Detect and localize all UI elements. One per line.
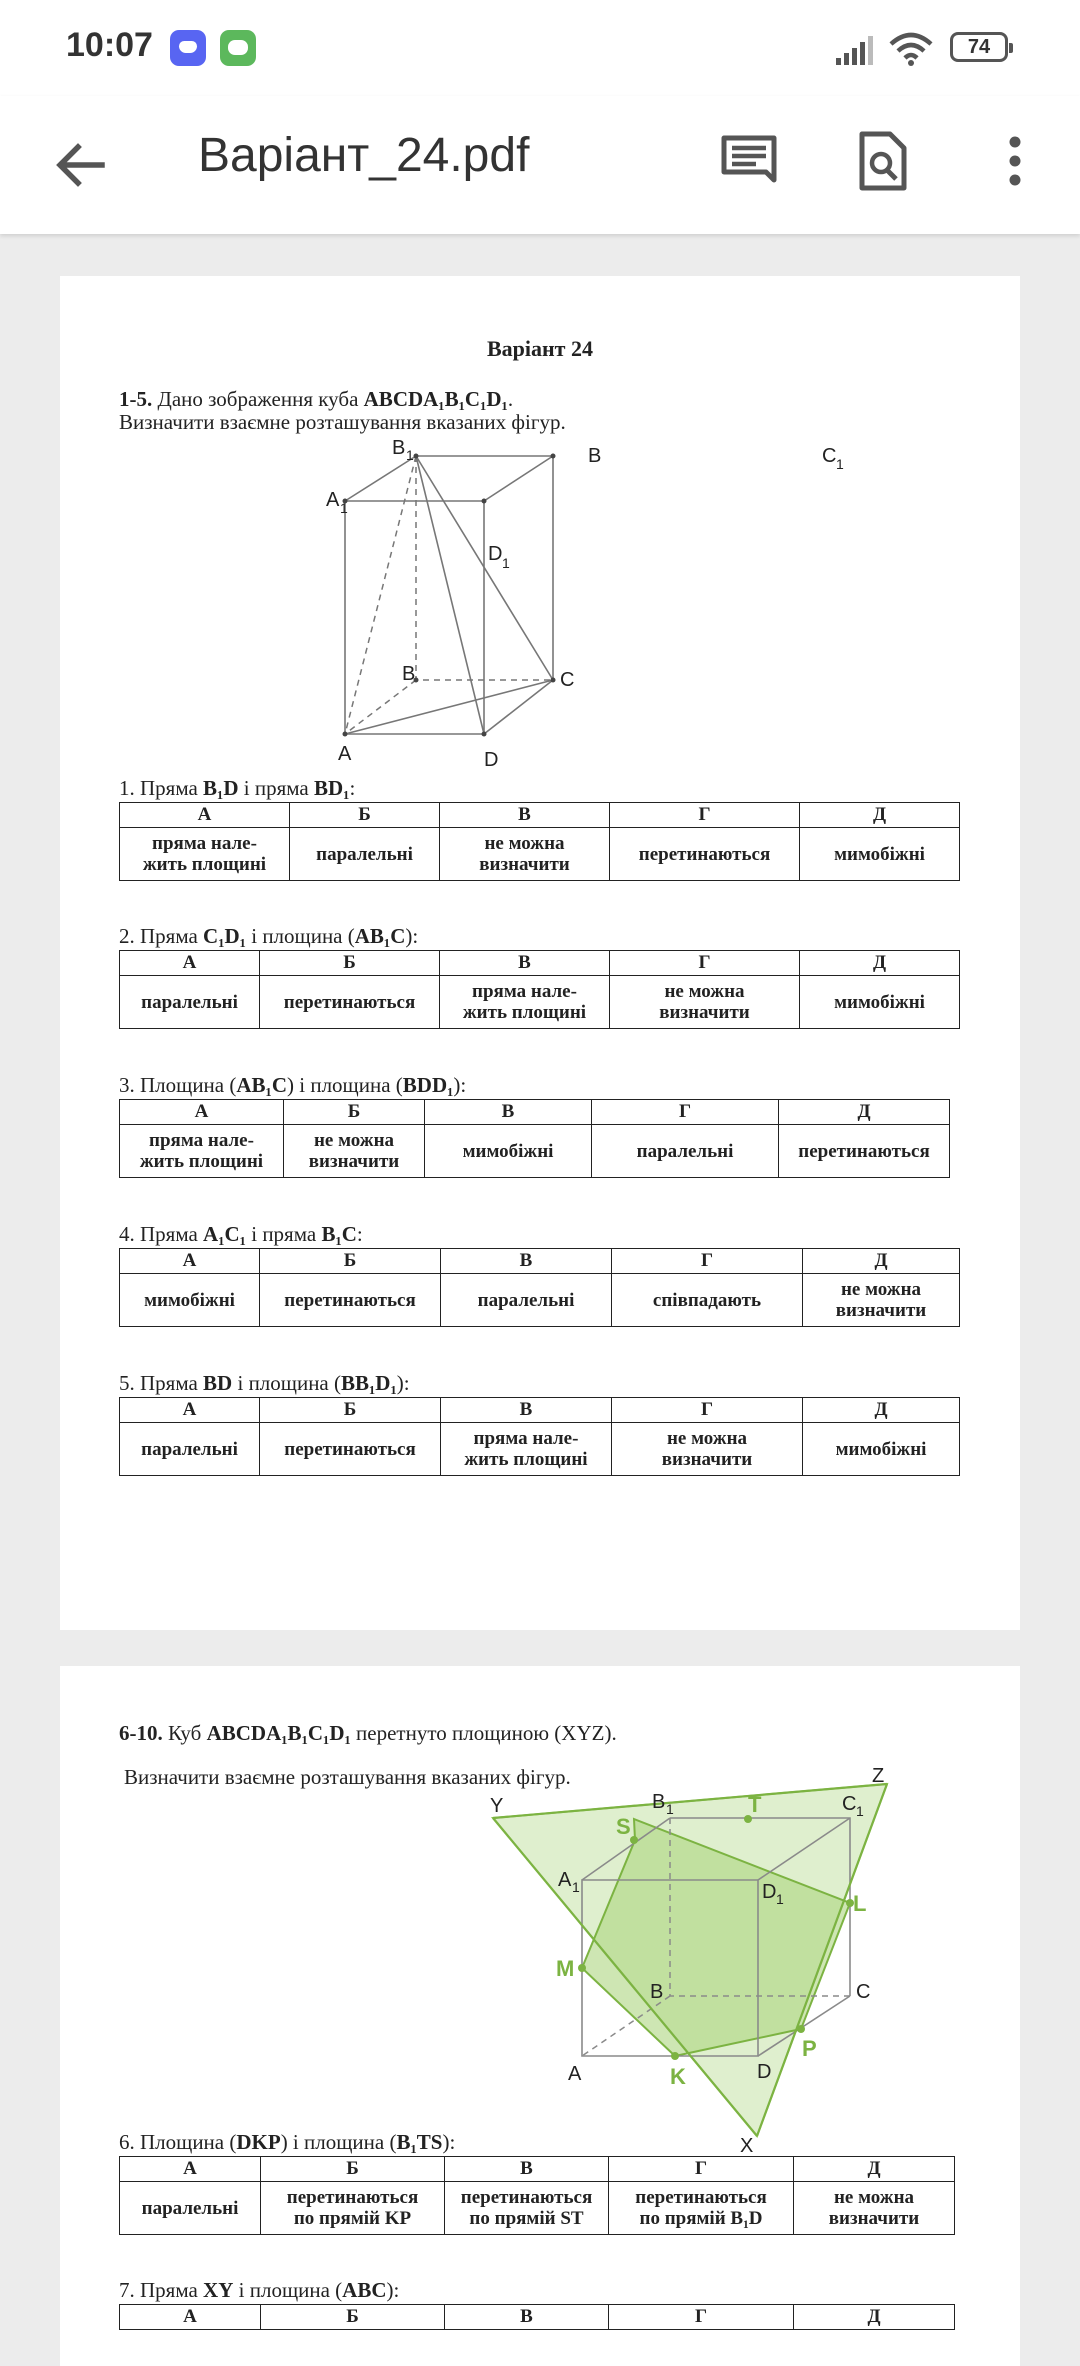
answer-table xyxy=(119,2304,955,2330)
answer-option-header: Д xyxy=(794,2157,955,2182)
answer-text-line: перетинаються xyxy=(284,1438,416,1460)
answer-option-cell[interactable] xyxy=(803,1423,960,1476)
question-title-part: і площина ( xyxy=(233,2278,343,2302)
discord-icon xyxy=(170,30,206,66)
answer-option-header: А xyxy=(120,803,290,828)
answer-option-header: В xyxy=(425,1100,592,1125)
question-title-part: ): xyxy=(386,2278,400,2302)
label-vertex-b: B xyxy=(402,663,416,685)
label-c1-fig: C xyxy=(842,1793,857,1815)
answer-option-header: Б xyxy=(284,1100,425,1125)
answer-option-cell[interactable] xyxy=(260,1423,441,1476)
answer-text-line: не можна xyxy=(313,1130,395,1151)
answer-option-cell[interactable] xyxy=(800,828,960,881)
intro-end: . xyxy=(507,387,514,411)
variant-title: Варіант 24 xyxy=(486,336,593,361)
question-title-part: 1. Пряма xyxy=(119,776,204,800)
label-t: T xyxy=(748,1792,762,1817)
answer-option-cell[interactable] xyxy=(794,2182,955,2235)
question-title-part: ) і площина ( xyxy=(280,2130,397,2154)
answer-option-header: Д xyxy=(800,951,960,976)
answer-text-line: не можна xyxy=(840,1279,922,1300)
label-vertex-d: D xyxy=(484,749,499,771)
answer-text-line: по прямій KP xyxy=(293,2208,412,2229)
answer-option-cell[interactable] xyxy=(592,1125,779,1178)
answer-table xyxy=(119,802,960,881)
question-title-part: ABC xyxy=(342,2278,387,2302)
arrow-back-icon[interactable] xyxy=(46,130,116,200)
answer-option-header: Г xyxy=(592,1100,779,1125)
answer-option-cell[interactable] xyxy=(120,976,260,1029)
question-title xyxy=(119,776,355,801)
answer-text-line: перетинаються xyxy=(284,1289,416,1311)
answer-option-header: А xyxy=(120,1100,284,1125)
answer-option-cell[interactable] xyxy=(610,976,800,1029)
answer-option-header: В xyxy=(440,951,610,976)
answer-option-header: Г xyxy=(610,951,800,976)
question-title-part: 4. Пряма xyxy=(119,1222,204,1246)
question-title xyxy=(119,924,418,949)
label-a1-fig-sub: 1 xyxy=(572,1879,580,1895)
label-p: P xyxy=(802,2036,817,2061)
answer-option-cell[interactable] xyxy=(612,1274,803,1327)
label-b1-fig: B xyxy=(652,1791,666,1813)
answer-text-line: по прямій ST xyxy=(469,2208,584,2229)
answer-text-line: визначити xyxy=(661,1449,753,1470)
answer-option-cell[interactable] xyxy=(260,1274,441,1327)
answer-text-line: пряма нале- xyxy=(149,1130,254,1151)
label-vertex-b1-sub: 1 xyxy=(406,447,414,463)
question-title-part: BB₁D₁ xyxy=(341,1371,397,1395)
answer-option-cell[interactable] xyxy=(612,1423,803,1476)
question-title-part: 2. Пряма xyxy=(119,924,204,948)
answer-option-cell[interactable] xyxy=(440,976,610,1029)
question-title-part: і площина ( xyxy=(245,924,355,948)
answer-option-cell[interactable] xyxy=(779,1125,950,1178)
answer-text-line: визначити xyxy=(835,1300,927,1321)
label-s: S xyxy=(616,1814,631,1839)
answer-text-line: перетинаються xyxy=(283,991,416,1013)
label-a-fig: A xyxy=(568,2063,582,2085)
answer-text-line: перетинаються xyxy=(635,2187,767,2208)
question-title-part: ): xyxy=(396,1371,410,1395)
comment-icon[interactable] xyxy=(714,126,784,196)
question-title-part: і пряма xyxy=(245,1222,322,1246)
answer-option-cell[interactable] xyxy=(800,976,960,1029)
answer-option-cell[interactable] xyxy=(445,2182,609,2235)
answer-option-header: Б xyxy=(260,1249,441,1274)
question-title-part: BD₁ xyxy=(313,776,350,800)
question-title-part: і площина ( xyxy=(232,1371,341,1395)
label-d1-fig: D xyxy=(762,1881,777,1903)
label-vertex-d1-sub: 1 xyxy=(502,555,510,571)
question-title-part: ) і площина ( xyxy=(287,1073,403,1097)
pdf-page-2 xyxy=(60,1666,1020,2366)
answer-text-line: не можна xyxy=(664,981,745,1002)
answer-text-line: мимобіжні xyxy=(462,1140,554,1162)
question-title-part: 5. Пряма xyxy=(119,1371,204,1395)
answer-text-line: не можна xyxy=(666,1428,748,1449)
label-b1: B xyxy=(588,445,602,467)
answer-text-line: визначити xyxy=(308,1151,400,1172)
answer-text-line: перетинаються xyxy=(460,2187,593,2208)
answer-option-header: Г xyxy=(612,1398,803,1423)
answer-option-cell[interactable] xyxy=(425,1125,592,1178)
label-vertex-c1-sub: 1 xyxy=(836,456,844,472)
answer-option-cell[interactable] xyxy=(261,2182,445,2235)
answer-option-header: Б xyxy=(260,1398,441,1423)
answer-text-line: паралельні xyxy=(141,2197,239,2219)
answer-option-header: А xyxy=(120,2305,261,2330)
intro2-rest: перетнуто площиною (XYZ). xyxy=(350,1721,617,1745)
answer-option-cell[interactable] xyxy=(120,1423,260,1476)
label-a1-fig: A xyxy=(558,1869,572,1891)
answer-table xyxy=(119,950,960,1029)
answer-option-cell[interactable] xyxy=(610,828,800,881)
question-title xyxy=(119,1371,410,1396)
answer-option-header: Г xyxy=(610,803,800,828)
answer-option-header: А xyxy=(120,2157,261,2182)
app-bar xyxy=(0,96,1080,234)
answer-option-header: А xyxy=(120,1398,260,1423)
intro-cube: ABCDA₁B₁C₁D₁ xyxy=(363,387,508,411)
answer-text-line: не можна xyxy=(484,833,565,854)
answer-option-header: Б xyxy=(260,951,440,976)
question-title-part: : xyxy=(349,776,356,800)
answer-option-header: Б xyxy=(261,2157,445,2182)
intro-body: Дано зображення куба xyxy=(152,387,364,411)
answer-option-header: А xyxy=(120,951,260,976)
answer-text-line: перетинаються xyxy=(286,2187,419,2208)
answer-text-line: паралельні xyxy=(316,843,413,865)
label-c-fig: C xyxy=(856,1981,871,2003)
intro-line2: Визначити взаємне розташування вказаних фігур. xyxy=(119,410,566,434)
answer-text-line: пряма нале- xyxy=(152,833,257,854)
answer-option-cell[interactable] xyxy=(120,2182,261,2235)
question-title-part: ): xyxy=(442,2130,456,2154)
question-title-part: B₁C xyxy=(321,1222,357,1246)
answer-table xyxy=(119,1099,950,1178)
label-vertex-d1: D xyxy=(488,543,503,565)
answer-table xyxy=(119,2156,955,2235)
more-vert-icon[interactable] xyxy=(980,126,1050,196)
answer-option-cell[interactable] xyxy=(803,1274,960,1327)
answer-text-line: паралельні xyxy=(141,991,238,1013)
document-title: Варіант_24.pdf xyxy=(198,129,530,182)
answer-text-line: мимобіжні xyxy=(834,843,925,865)
intro2-body: Куб xyxy=(162,1721,207,1745)
question-title-part: 7. Пряма xyxy=(119,2278,204,2302)
question-title-part: і пряма xyxy=(238,776,314,800)
answer-option-cell[interactable] xyxy=(440,828,610,881)
label-l: L xyxy=(853,1891,867,1916)
answer-option-header: Г xyxy=(609,2157,794,2182)
status-time: 10:07 xyxy=(66,26,153,64)
answer-option-cell[interactable] xyxy=(120,1125,284,1178)
answer-text-line: пряма нале- xyxy=(473,1428,579,1449)
label-c1-fig-sub: 1 xyxy=(856,1803,864,1819)
wechat-icon xyxy=(220,30,256,66)
intro-number: 1-5. xyxy=(119,387,153,411)
answer-option-header: Г xyxy=(612,1249,803,1274)
question-title-part: DKP xyxy=(236,2130,281,2154)
answer-option-cell[interactable] xyxy=(609,2182,794,2235)
label-vertex-c1: C xyxy=(822,445,837,467)
answer-text-line: жить площині xyxy=(139,1151,264,1172)
question-title-part: 6. Площина ( xyxy=(119,2130,237,2154)
question-title xyxy=(119,1073,466,1098)
answer-option-header: А xyxy=(120,1249,260,1274)
answer-text-line: визначити xyxy=(828,2208,920,2229)
answer-option-cell[interactable] xyxy=(441,1423,612,1476)
signal-icon xyxy=(834,34,876,66)
question-title-part: AB₁C xyxy=(236,1073,287,1097)
question-title-part: BDD₁ xyxy=(402,1073,454,1097)
answer-text-line: паралельні xyxy=(477,1289,575,1311)
answer-option-header: Б xyxy=(261,2305,445,2330)
answer-text-line: по прямій B₁D xyxy=(639,2208,763,2229)
label-y: Y xyxy=(490,1795,504,1817)
intro2-number: 6-10. xyxy=(119,1721,163,1745)
label-k: K xyxy=(670,2064,686,2089)
answer-option-cell[interactable] xyxy=(441,1274,612,1327)
label-vertex-a: A xyxy=(338,743,352,765)
answer-text-line: пряма нале- xyxy=(472,981,577,1002)
question-title-part: AB₁C xyxy=(354,924,406,948)
wifi-icon xyxy=(888,32,934,68)
question-title-part: : xyxy=(356,1222,363,1246)
answer-option-cell[interactable] xyxy=(120,828,290,881)
answer-option-header: В xyxy=(445,2157,609,2182)
answer-option-header: Г xyxy=(609,2305,794,2330)
answer-text-line: співпадають xyxy=(652,1289,762,1311)
question-title-part: B₁D xyxy=(203,776,239,800)
question-title-part: 3. Площина ( xyxy=(119,1073,237,1097)
question-title xyxy=(119,2130,455,2155)
answer-text-line: визначити xyxy=(479,854,570,875)
intro2-cube: ABCDA₁B₁C₁D₁ xyxy=(206,1721,351,1745)
answer-option-header: Д xyxy=(794,2305,955,2330)
answer-text-line: жить площині xyxy=(142,854,267,875)
answer-option-header: В xyxy=(445,2305,609,2330)
answer-option-header: Д xyxy=(800,803,960,828)
label-b1-fig-sub: 1 xyxy=(666,1801,674,1817)
label-vertex-a1: A xyxy=(326,489,340,511)
answer-text-line: перетинаються xyxy=(638,843,771,865)
label-b-fig: B xyxy=(650,1981,664,2003)
battery-indicator: 74 xyxy=(950,32,1008,62)
find-in-document-icon[interactable] xyxy=(848,126,918,196)
answer-text-line: жить площині xyxy=(462,1002,587,1023)
label-z: Z xyxy=(872,1765,885,1787)
label-vertex-b1: B xyxy=(392,437,406,459)
answer-option-cell[interactable] xyxy=(284,1125,425,1178)
answer-option-header: В xyxy=(441,1398,612,1423)
answer-option-header: В xyxy=(440,803,610,828)
answer-option-header: Д xyxy=(803,1249,960,1274)
answer-option-header: Д xyxy=(803,1398,960,1423)
answer-text-line: не можна xyxy=(833,2187,915,2208)
answer-option-cell[interactable] xyxy=(290,828,440,881)
question-title-part: B₁TS xyxy=(396,2130,443,2154)
answer-text-line: паралельні xyxy=(636,1140,734,1162)
answer-option-header: Б xyxy=(290,803,440,828)
status-bar xyxy=(0,0,1080,96)
answer-text-line: мимобіжні xyxy=(144,1289,235,1311)
answer-option-cell[interactable] xyxy=(260,976,440,1029)
question-title-part: ): xyxy=(405,924,419,948)
answer-option-header: Д xyxy=(779,1100,950,1125)
answer-text-line: мимобіжні xyxy=(835,1438,927,1460)
cube-diagram xyxy=(60,276,1020,796)
label-vertex-a1-sub: 1 xyxy=(340,500,348,516)
answer-table xyxy=(119,1397,960,1476)
answer-text-line: жить площині xyxy=(464,1449,588,1470)
question-title xyxy=(119,1222,363,1247)
question-title-part: A₁C₁ xyxy=(203,1222,246,1246)
question-title-part: BD xyxy=(203,1371,233,1395)
label-x: X xyxy=(740,2135,754,2157)
question-title-part: C₁D₁ xyxy=(203,924,246,948)
answer-text-line: мимобіжні xyxy=(834,991,925,1013)
intro2-line2: Визначити взаємне розташування вказаних фігур. xyxy=(124,1765,571,1789)
answer-table xyxy=(119,1248,960,1327)
label-vertex-c: C xyxy=(560,669,575,691)
pdf-page-1 xyxy=(60,276,1020,1630)
answer-text-line: паралельні xyxy=(141,1438,238,1460)
question-title-part: XY xyxy=(203,2278,234,2302)
answer-option-header: В xyxy=(441,1249,612,1274)
answer-text-line: визначити xyxy=(659,1002,750,1023)
label-d1-fig-sub: 1 xyxy=(776,1891,784,1907)
label-m: M xyxy=(556,1956,575,1981)
answer-text-line: перетинаються xyxy=(798,1140,930,1162)
answer-option-cell[interactable] xyxy=(120,1274,260,1327)
label-d-fig: D xyxy=(757,2061,772,2083)
question-title xyxy=(119,2278,399,2303)
question-title-part: ): xyxy=(453,1073,467,1097)
